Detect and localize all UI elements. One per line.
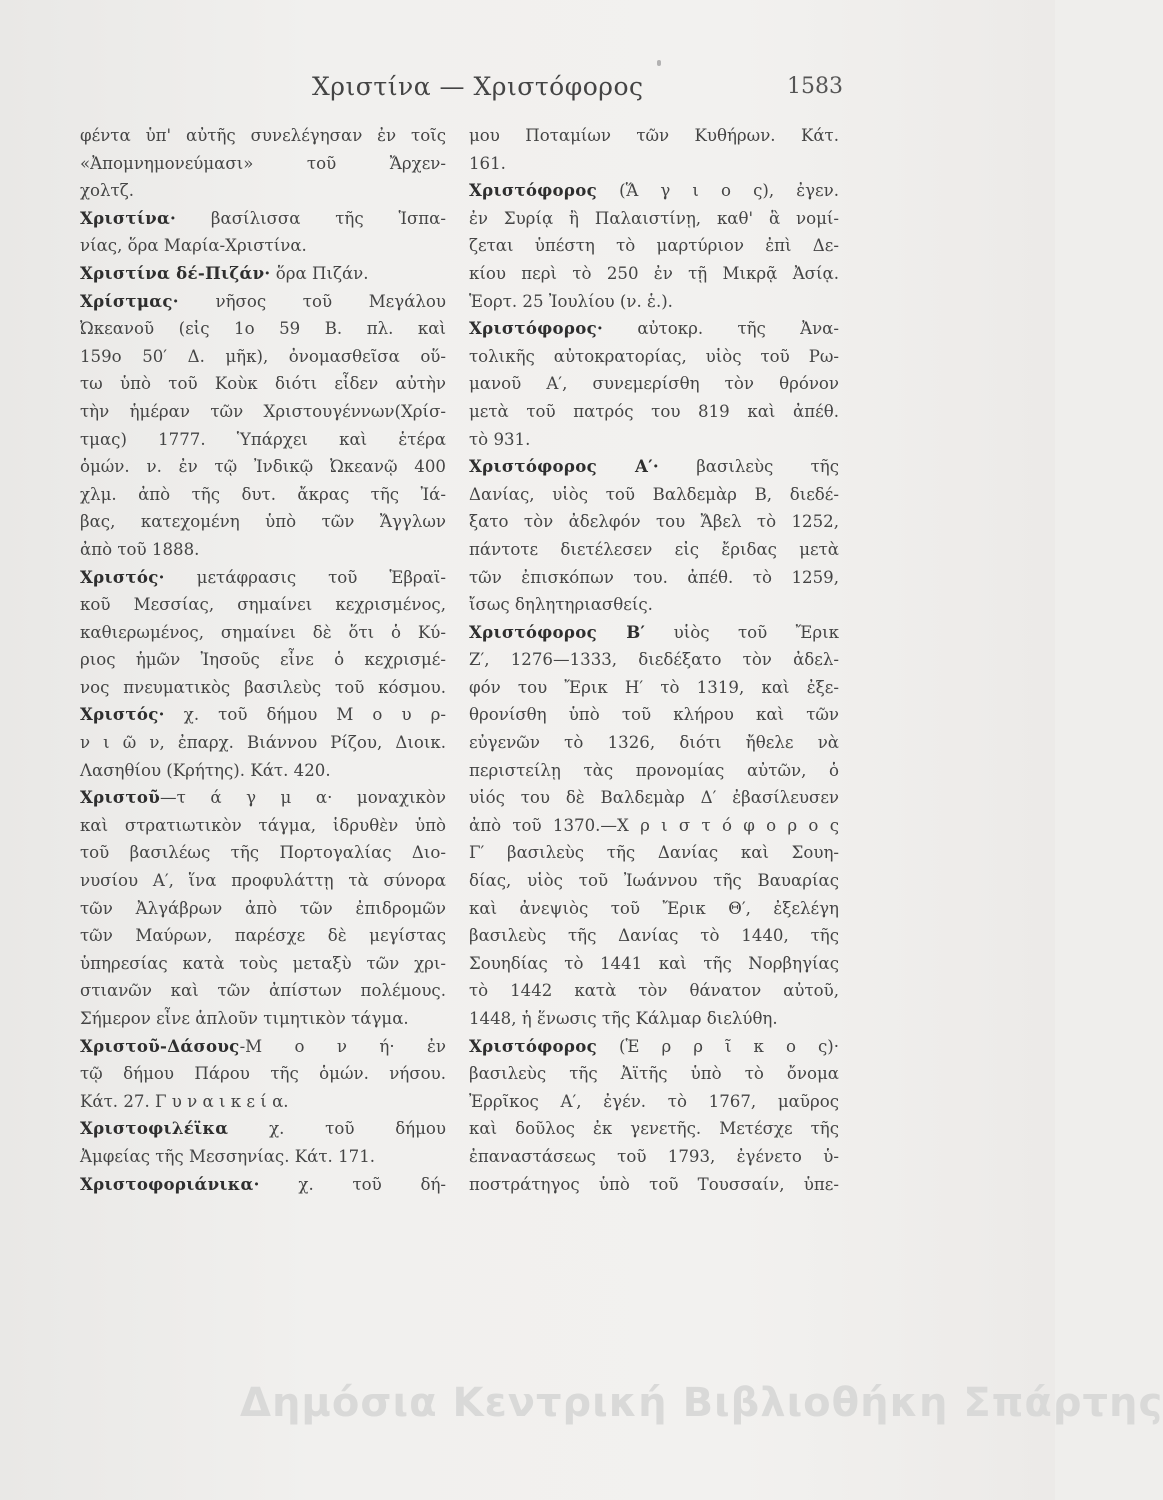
line-text: κοῦ Μεσσίας, σημαίνει κεχρισμένος, xyxy=(80,595,446,615)
line-text: κίου περὶ τὸ 250 ἐν τῇ Μικρᾷ Ἀσίᾳ. xyxy=(469,263,839,283)
line-text: -Μ ο ν ή· ἐν xyxy=(239,1036,446,1056)
line-text: τῶν Ἀλγάβρων ἀπὸ τῶν ἐπιδρομῶν xyxy=(80,898,446,918)
text-line xyxy=(469,784,839,812)
text-line xyxy=(469,122,839,150)
text-line xyxy=(469,729,839,757)
entry-headword: Χριστίνα δέ-Πιζάν· xyxy=(80,262,271,283)
line-text: μετάφρασις τοῦ Ἑβραϊ- xyxy=(164,567,446,587)
entry-headword: Χριστός· xyxy=(80,704,165,725)
line-text: βασίλισσα τῆς Ἱσπα- xyxy=(176,208,446,228)
line-text: υἱός του δὲ Βαλδεμὰρ Δ′ ἐβασίλευσεν xyxy=(469,788,839,808)
text-line xyxy=(469,370,839,398)
text-line xyxy=(469,1115,839,1143)
line-text: ἀπὸ τοῦ 1888. xyxy=(80,539,200,559)
text-line xyxy=(80,867,446,895)
entry-headword: Χριστόφορος· xyxy=(469,318,604,339)
line-text: χλμ. ἀπὸ τῆς δυτ. ἄκρας τῆς Ἰά- xyxy=(80,484,446,504)
text-line xyxy=(469,619,839,647)
line-text: τῶν ἐπισκόπων του. ἀπέθ. τὸ 1259, xyxy=(469,567,839,587)
line-text: τολικῆς αὐτοκρατορίας, υἱὸς τοῦ Ρω- xyxy=(469,346,839,366)
line-text: τοῦ βασιλέως τῆς Πορτογαλίας Διο- xyxy=(80,843,446,863)
line-text: χ. τοῦ δή- xyxy=(259,1174,446,1194)
text-line xyxy=(80,757,446,785)
line-text: τω ὑπὸ τοῦ Κοὺκ διότι εἶδεν αὐτὴν xyxy=(80,374,446,394)
page-number: 1583 xyxy=(787,74,843,99)
line-text: χ. τοῦ δήμου Μ ο υ ρ- xyxy=(164,705,446,725)
text-line xyxy=(469,950,839,978)
text-line xyxy=(469,977,839,1005)
line-text: τὴν ἡμέραν τῶν Χριστουγέννων(Χρίσ- xyxy=(80,401,446,421)
text-line xyxy=(80,922,446,950)
entry-headword: Χριστοφοριάνικα· xyxy=(80,1173,260,1194)
text-line xyxy=(469,867,839,895)
text-line xyxy=(469,1033,839,1061)
line-text: ν ι ῶ ν, ἐπαρχ. Βιάννου Ρίζου, Διοικ. xyxy=(80,733,446,753)
line-text: ἴσως δηλητηριασθείς. xyxy=(469,595,653,615)
line-text: τῷ δήμου Πάρου τῆς ὁμών. νήσου. xyxy=(80,1064,446,1084)
line-text: ξατο τὸν ἀδελφόν του Ἄβελ τὸ 1252, xyxy=(469,512,839,532)
entry-headword: Χριστόφορος Β′ xyxy=(469,621,646,642)
line-text: στιανῶν καὶ τῶν ἀπίστων πολέμους. xyxy=(80,981,446,1001)
text-line xyxy=(469,398,839,426)
text-line xyxy=(80,536,446,564)
line-text: βασιλεὺς τῆς Ἀϊτῆς ὑπὸ τὸ ὄνομα xyxy=(469,1064,839,1084)
text-line xyxy=(80,977,446,1005)
line-text: θρονίσθη ὑπὸ τοῦ κλήρου καὶ τῶν xyxy=(469,705,839,725)
line-text: Κάτ. 27. Γ υ ν α ι κ ε ί α. xyxy=(80,1091,289,1111)
text-line xyxy=(469,922,839,950)
text-line xyxy=(80,1171,446,1199)
text-line xyxy=(80,591,446,619)
entry-headword: Χριστόφορος xyxy=(469,1035,597,1056)
text-line xyxy=(80,1143,446,1171)
line-text: ζεται ὑπέστη τὸ μαρτύριον ἐπὶ Δε- xyxy=(469,236,839,256)
line-text: πάντοτε διετέλεσεν εἰς ἔριδας μετὰ xyxy=(469,539,839,559)
text-line xyxy=(469,839,839,867)
text-line xyxy=(469,177,839,205)
left-column xyxy=(80,122,446,1198)
text-line xyxy=(469,701,839,729)
line-text: βασιλεὺς τῆς xyxy=(658,457,839,477)
line-text: ὁμών. ν. ἐν τῷ Ἰνδικῷ Ὠκεανῷ 400 xyxy=(80,457,446,477)
text-line xyxy=(80,646,446,674)
text-line xyxy=(469,812,839,840)
line-text: καθιερωμένος, σημαίνει δὲ ὅτι ὁ Κύ- xyxy=(80,622,446,642)
text-line xyxy=(80,729,446,757)
library-watermark: Δημόσια Κεντρική Βιβλιοθήκη Σπάρτης xyxy=(240,1380,1163,1426)
text-line xyxy=(80,1088,446,1116)
text-line xyxy=(80,895,446,923)
entry-headword: Χριστόφορος xyxy=(469,180,597,201)
text-line xyxy=(469,150,839,178)
text-line xyxy=(80,674,446,702)
text-line xyxy=(80,150,446,178)
text-line xyxy=(469,453,839,481)
text-line xyxy=(80,288,446,316)
text-line xyxy=(80,315,446,343)
line-text: καὶ δοῦλος ἐκ γενετῆς. Μετέσχε τῆς xyxy=(469,1119,839,1139)
text-line xyxy=(80,177,446,205)
text-line xyxy=(469,674,839,702)
line-text: δίας, υἱὸς τοῦ Ἰωάννου τῆς Βαυαρίας xyxy=(469,871,839,891)
text-line xyxy=(469,260,839,288)
text-line xyxy=(80,1060,446,1088)
line-text: Ἑορτ. 25 Ἰουλίου (ν. ἑ.). xyxy=(469,291,673,311)
text-line xyxy=(469,1143,839,1171)
line-text: ὅρα Πιζάν. xyxy=(270,263,369,283)
line-text: φέντα ὑπ' αὐτῆς συνελέγησαν ἐν τοῖς xyxy=(80,126,446,145)
text-line xyxy=(469,757,839,785)
line-text: Λασηθίου (Κρήτης). Κάτ. 420. xyxy=(80,760,331,780)
text-line xyxy=(469,343,839,371)
text-line xyxy=(80,701,446,729)
text-line xyxy=(80,343,446,371)
line-text: νος πνευματικὸς βασιλεὺς τοῦ κόσμου. xyxy=(80,677,446,697)
line-text: 1448, ἡ ἕνωσις τῆς Κάλμαρ διελύθη. xyxy=(469,1009,778,1028)
text-line xyxy=(80,950,446,978)
text-line xyxy=(80,1115,446,1143)
line-text: Γ′ βασιλεὺς τῆς Δανίας καὶ Σουη- xyxy=(469,843,839,863)
entry-headword: Χριστοῦ-Δάσους xyxy=(80,1035,240,1056)
line-text: υἱὸς τοῦ Ἔρικ xyxy=(645,622,840,642)
line-text: μανοῦ Α′, συνεμερίσθη τὸν θρόνον xyxy=(469,374,839,394)
line-text: βασιλεὺς τῆς Δανίας τὸ 1440, τῆς xyxy=(469,926,839,946)
text-line xyxy=(469,1171,839,1199)
text-line xyxy=(80,619,446,647)
text-line xyxy=(469,1005,839,1033)
line-text: (Ἅ γ ι ο ς), ἐγεν. xyxy=(597,181,839,201)
text-line xyxy=(469,288,839,316)
text-line xyxy=(80,839,446,867)
text-line xyxy=(80,508,446,536)
text-line xyxy=(80,812,446,840)
line-text: εὐγενῶν τὸ 1326, διότι ἤθελε νὰ xyxy=(469,733,839,753)
ink-speck xyxy=(657,60,661,66)
line-text: (Ἑ ρ ρ ῖ κ ο ς)· xyxy=(597,1036,839,1056)
text-line xyxy=(469,315,839,343)
text-line xyxy=(469,646,839,674)
text-line xyxy=(80,481,446,509)
line-text: Ὠκεανοῦ (εἰς 1ο 59 Β. πλ. καὶ xyxy=(80,319,446,339)
line-text: νυσίου Α′, ἵνα προφυλάττῃ τὰ σύνορα xyxy=(80,871,446,891)
entry-headword: Χριστοῦ xyxy=(80,787,161,808)
line-text: ποστράτηγος ὑπὸ τοῦ Τουσσαίν, ὑπε- xyxy=(469,1174,839,1194)
line-text: Σήμερον εἶνε ἁπλοῦν τιμητικὸν τάγμα. xyxy=(80,1009,409,1028)
text-line xyxy=(80,205,446,233)
line-text: Ἀμφείας τῆς Μεσσηνίας. Κάτ. 171. xyxy=(80,1146,376,1166)
line-text: ριος ἡμῶν Ἰησοῦς εἶνε ὁ κεχρισμέ- xyxy=(80,650,446,670)
text-line xyxy=(80,232,446,260)
line-text: αὐτοκρ. τῆς Ἀνα- xyxy=(603,319,839,339)
text-line xyxy=(469,508,839,536)
text-line xyxy=(469,1060,839,1088)
line-text: νίας, ὅρα Μαρία-Χριστίνα. xyxy=(80,236,307,256)
page-header xyxy=(0,72,1055,112)
line-text: τμας) 1777. Ὑπάρχει καὶ ἑτέρα xyxy=(80,429,446,449)
line-text: ἐν Συρίᾳ ἢ Παλαιστίνῃ, καθ' ἃ νομί- xyxy=(469,208,839,228)
line-text: νῆσος τοῦ Μεγάλου xyxy=(178,291,446,311)
text-line xyxy=(80,370,446,398)
line-text: μου Ποταμίων τῶν Κυθήρων. Κάτ. xyxy=(469,126,839,145)
text-line xyxy=(80,398,446,426)
line-text: μετὰ τοῦ πατρός του 819 καὶ ἀπέθ. xyxy=(469,401,839,421)
line-text: χολτζ. xyxy=(80,181,135,201)
line-text: περιστείλῃ τὰς προνομίας αὐτῶν, ὁ xyxy=(469,760,839,780)
text-line xyxy=(80,1005,446,1033)
line-text: φόν του Ἔρικ Η′ τὸ 1319, καὶ ἐξε- xyxy=(469,677,839,697)
running-title: Χριστίνα — Χριστόφορος xyxy=(312,72,644,101)
text-line xyxy=(469,591,839,619)
text-line xyxy=(80,453,446,481)
line-text: —τ ά γ μ α· μοναχικὸν xyxy=(160,788,446,808)
line-text: βας, κατεχομένη ὑπὸ τῶν Ἄγγλων xyxy=(80,512,446,532)
entry-headword: Χρίστμας· xyxy=(80,290,179,311)
line-text: Ζ′, 1276—1333, διεδέξατο τὸν ἀδελ- xyxy=(469,650,839,670)
line-text: χ. τοῦ δήμου xyxy=(228,1119,446,1139)
line-text: ἀπὸ τοῦ 1370.—Χ ρ ι σ τ ό φ ο ρ ο ς xyxy=(469,815,839,835)
line-text: καὶ στρατιωτικὸν τάγμα, ἱδρυθὲν ὑπὸ xyxy=(80,815,446,835)
line-text: Δανίας, υἱὸς τοῦ Βαλδεμὰρ Β, διεδέ- xyxy=(469,484,839,504)
text-line xyxy=(80,122,446,150)
entry-headword: Χριστίνα· xyxy=(80,207,177,228)
right-column xyxy=(469,122,839,1198)
text-line xyxy=(80,1033,446,1061)
line-text: τὸ 931. xyxy=(469,429,531,449)
text-line xyxy=(469,1088,839,1116)
line-text: 159ο 50′ Δ. μῆκ), ὀνομασθεῖσα οὕ- xyxy=(80,346,446,366)
entry-headword: Χριστόφορος Α′· xyxy=(469,456,659,477)
entry-headword: Χριστός· xyxy=(80,566,165,587)
text-line xyxy=(80,260,446,288)
text-line xyxy=(469,426,839,454)
text-line xyxy=(469,481,839,509)
line-text: ἐπαναστάσεως τοῦ 1793, ἐγένετο ὑ- xyxy=(469,1146,839,1166)
line-text: τῶν Μαύρων, παρέσχε δὲ μεγίστας xyxy=(80,926,446,946)
text-line xyxy=(80,784,446,812)
line-text: Σουηδίας τὸ 1441 καὶ τῆς Νορβηγίας xyxy=(469,953,839,973)
text-line xyxy=(469,536,839,564)
entry-headword: Χριστοφιλέϊκα xyxy=(80,1118,229,1139)
text-line xyxy=(469,205,839,233)
line-text: τὸ 1442 κατὰ τὸν θάνατον αὐτοῦ, xyxy=(469,981,839,1001)
text-line xyxy=(80,564,446,592)
text-line xyxy=(80,426,446,454)
line-text: «Ἀπομνημονεύμασι» τοῦ Ἄρχεν- xyxy=(80,153,446,173)
line-text: Ἐρρῖκος Α′, ἐγέν. τὸ 1767, μαῦρος xyxy=(469,1091,839,1111)
text-line xyxy=(469,564,839,592)
text-line xyxy=(469,895,839,923)
text-line xyxy=(469,232,839,260)
line-text: καὶ ἀνεψιὸς τοῦ Ἔρικ Θ′, ἐξελέγη xyxy=(469,898,839,918)
line-text: 161. xyxy=(469,153,506,173)
line-text: ὑπηρεσίας κατὰ τοὺς μεταξὺ τῶν χρι- xyxy=(80,953,446,973)
